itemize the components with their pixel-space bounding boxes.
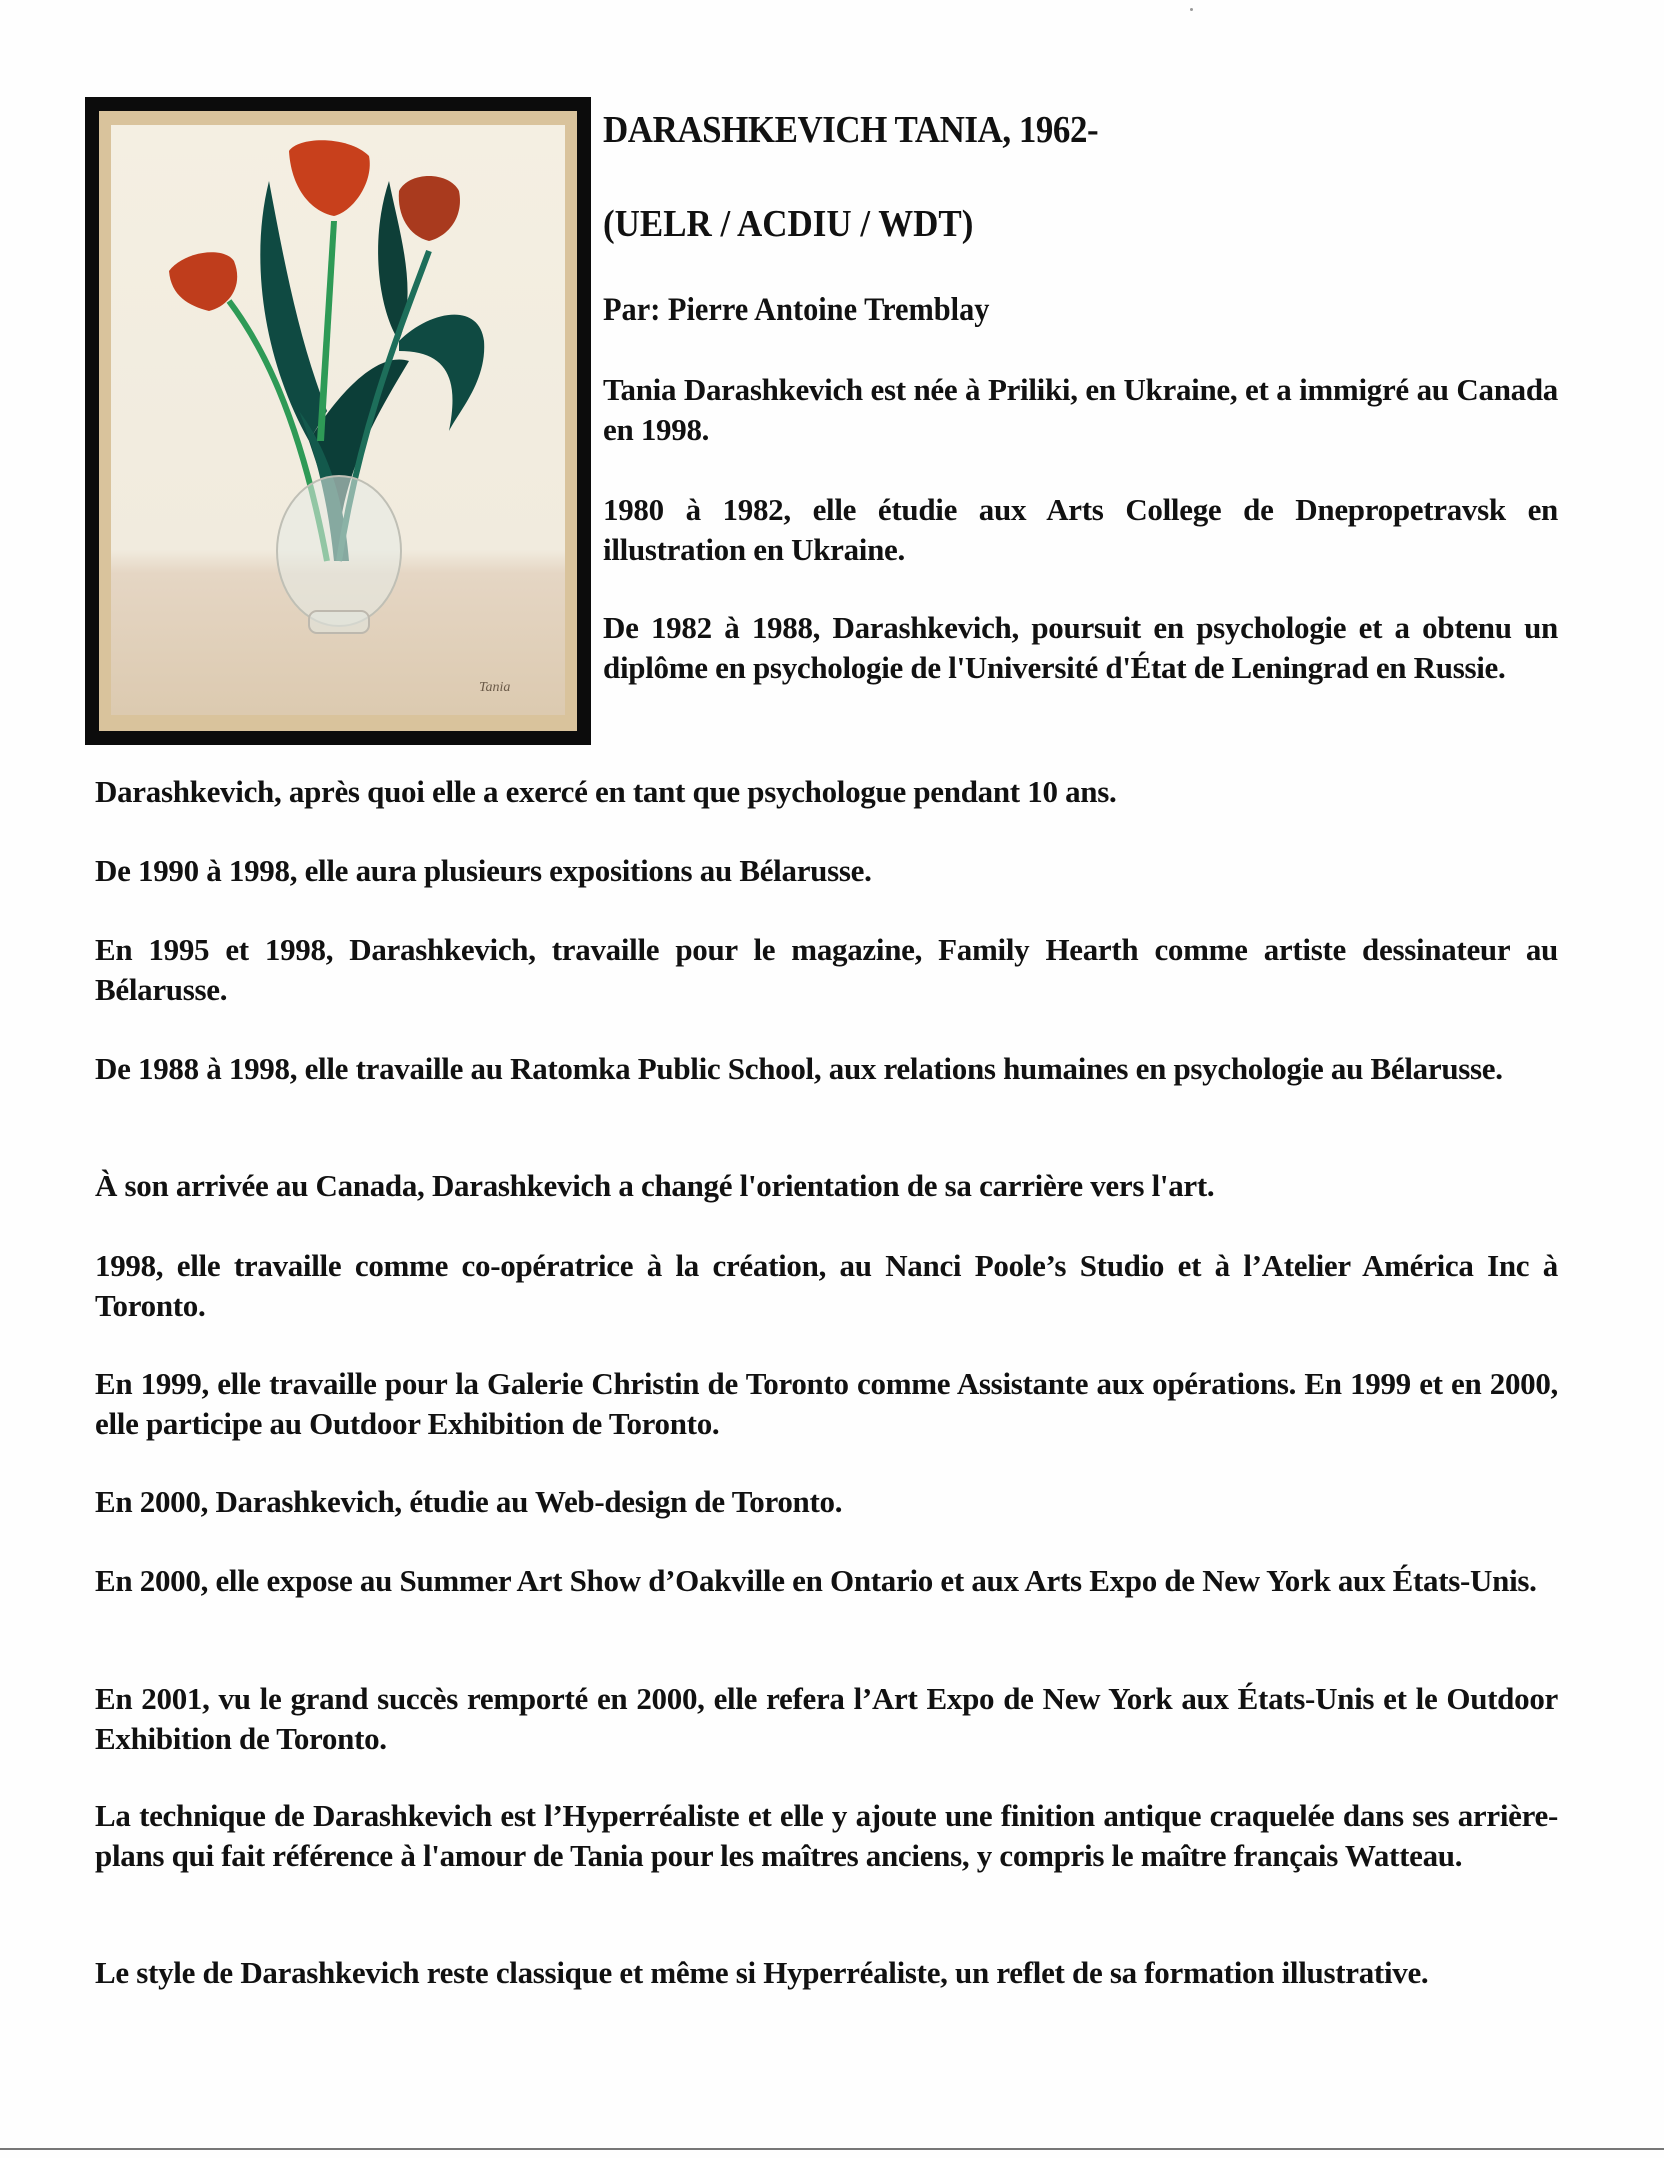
body-paragraph [95, 772, 1558, 812]
body-paragraph [95, 1679, 1558, 1759]
tulip-painting-image [99, 111, 577, 731]
paragraph-text: En 1995 et 1998, Darashkevich, travaille pour le magazine, Family Hearth comme artiste dessinateur au Bélarusse. [95, 932, 1558, 1007]
paragraph-text: En 2000, Darashkevich, étudie au Web-design de Toronto. [95, 1484, 843, 1519]
paragraph-text: De 1990 à 1998, elle aura plusieurs expositions au Bélarusse. [95, 853, 872, 888]
paragraph-text: En 2000, elle expose au Summer Art Show d’Oakville en Ontario et aux Arts Expo de New York aux États-Unis. [95, 1563, 1537, 1598]
author-byline: Par: Pierre Antoine Tremblay [603, 292, 990, 328]
paragraph-text: En 1999, elle travaille pour la Galerie Christin de Toronto comme Assistante aux opérations. En 1999 et en 2000, elle participe au Outdoor Exhibition de Toronto. [95, 1366, 1558, 1441]
body-paragraph [95, 1561, 1558, 1601]
paragraph-text: 1998, elle travaille comme co-opératrice à la création, au Nanci Poole’s Studio et à l’Atelier América Inc à Toronto. [95, 1248, 1558, 1323]
body-paragraph [95, 1796, 1558, 1876]
painting-signature: Tania [479, 680, 511, 695]
body-paragraph [95, 1049, 1558, 1089]
tulip-painting [85, 97, 591, 745]
side-paragraph [603, 608, 1558, 688]
scan-speck [1190, 8, 1193, 11]
paragraph-text: À son arrivée au Canada, Darashkevich a changé l'orientation de sa carrière vers l'art. [95, 1168, 1215, 1203]
vase-base [309, 611, 369, 633]
document-title: DARASHKEVICH TANIA, 1962- [603, 109, 1099, 151]
body-paragraph [95, 1482, 1558, 1522]
paragraph-text: 1980 à 1982, elle étudie aux Arts College de Dnepropetravsk en illustration en Ukraine. [603, 492, 1558, 567]
glass-vase [277, 476, 401, 626]
body-paragraph [95, 1246, 1558, 1326]
side-paragraph [603, 490, 1558, 570]
paragraph-text: De 1982 à 1988, Darashkevich, poursuit en psychologie et a obtenu un diplôme en psychologie de l'Université d'État de Leningrad en Russie. [603, 610, 1558, 685]
paragraph-text: Tania Darashkevich est née à Priliki, en Ukraine, et a immigré au Canada en 1998. [603, 372, 1558, 447]
body-paragraph [95, 1364, 1558, 1444]
body-paragraph [95, 851, 1558, 891]
paragraph-text: Le style de Darashkevich reste classique et même si Hyperréaliste, un reflet de sa formation illustrative. [95, 1955, 1429, 1990]
document-subtitle: (UELR / ACDIU / WDT) [603, 203, 974, 245]
body-paragraph [95, 930, 1558, 1010]
page-bottom-rule [0, 2148, 1664, 2150]
paragraph-text: La technique de Darashkevich est l’Hyperréaliste et elle y ajoute une finition antique craquelée dans ses arrière-plans qui fait référence à l'amour de Tania pour les maîtres anciens, y compris le maître français Watteau. [95, 1798, 1558, 1873]
body-paragraph [95, 1166, 1558, 1206]
body-paragraph [95, 1953, 1558, 1993]
paragraph-text: En 2001, vu le grand succès remporté en 2000, elle refera l’Art Expo de New York aux États-Unis et le Outdoor Exhibition de Toronto. [95, 1681, 1558, 1756]
side-paragraph [603, 370, 1558, 450]
paragraph-text: Darashkevich, après quoi elle a exercé en tant que psychologue pendant 10 ans. [95, 774, 1117, 809]
paragraph-text: De 1988 à 1998, elle travaille au Ratomka Public School, aux relations humaines en psychologie au Bélarusse. [95, 1051, 1503, 1086]
